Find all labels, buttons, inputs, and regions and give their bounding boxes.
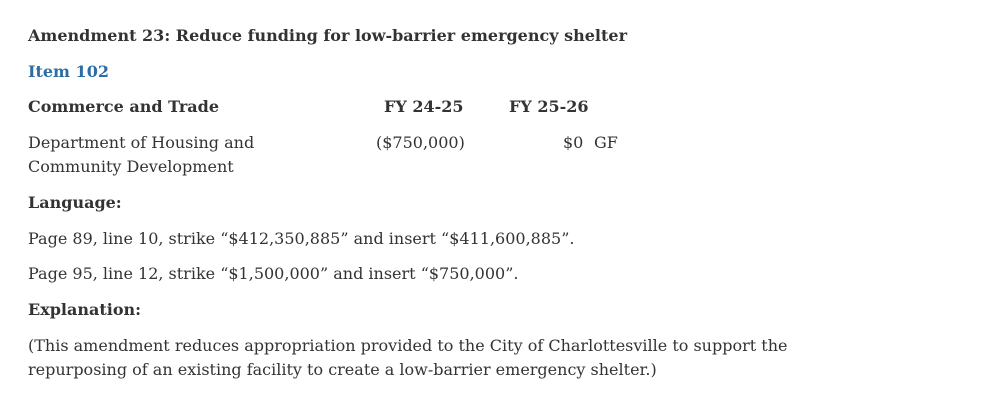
explanation-text: (This amendment reduces appropriation provided to the City of Charlottesville to support the repurposing of an existing facility to create a low-barrier emergency shelter.): [28, 336, 788, 379]
amendment-title: Amendment 23: Reduce funding for low-barrier emergency shelter: [28, 26, 627, 45]
row-fund-code: GF: [594, 133, 618, 152]
table-header-fy2: FY 25-26: [509, 97, 589, 116]
row-department: Department of Housing and Community Development: [28, 133, 255, 176]
explanation-heading: Explanation:: [28, 300, 142, 319]
table-header-fy1: FY 24-25: [384, 97, 464, 116]
language-line: Page 95, line 12, strike “$1,500,000” and insert “$750,000”.: [28, 264, 519, 283]
item-link[interactable]: Item 102: [28, 62, 109, 81]
row-fy1-amount: ($750,000): [376, 133, 465, 152]
language-heading: Language:: [28, 193, 122, 212]
row-fy2-amount: $0: [563, 133, 584, 152]
table-header-category: Commerce and Trade: [28, 97, 220, 116]
language-line: Page 89, line 10, strike “$412,350,885” and insert “$411,600,885”.: [28, 229, 575, 248]
